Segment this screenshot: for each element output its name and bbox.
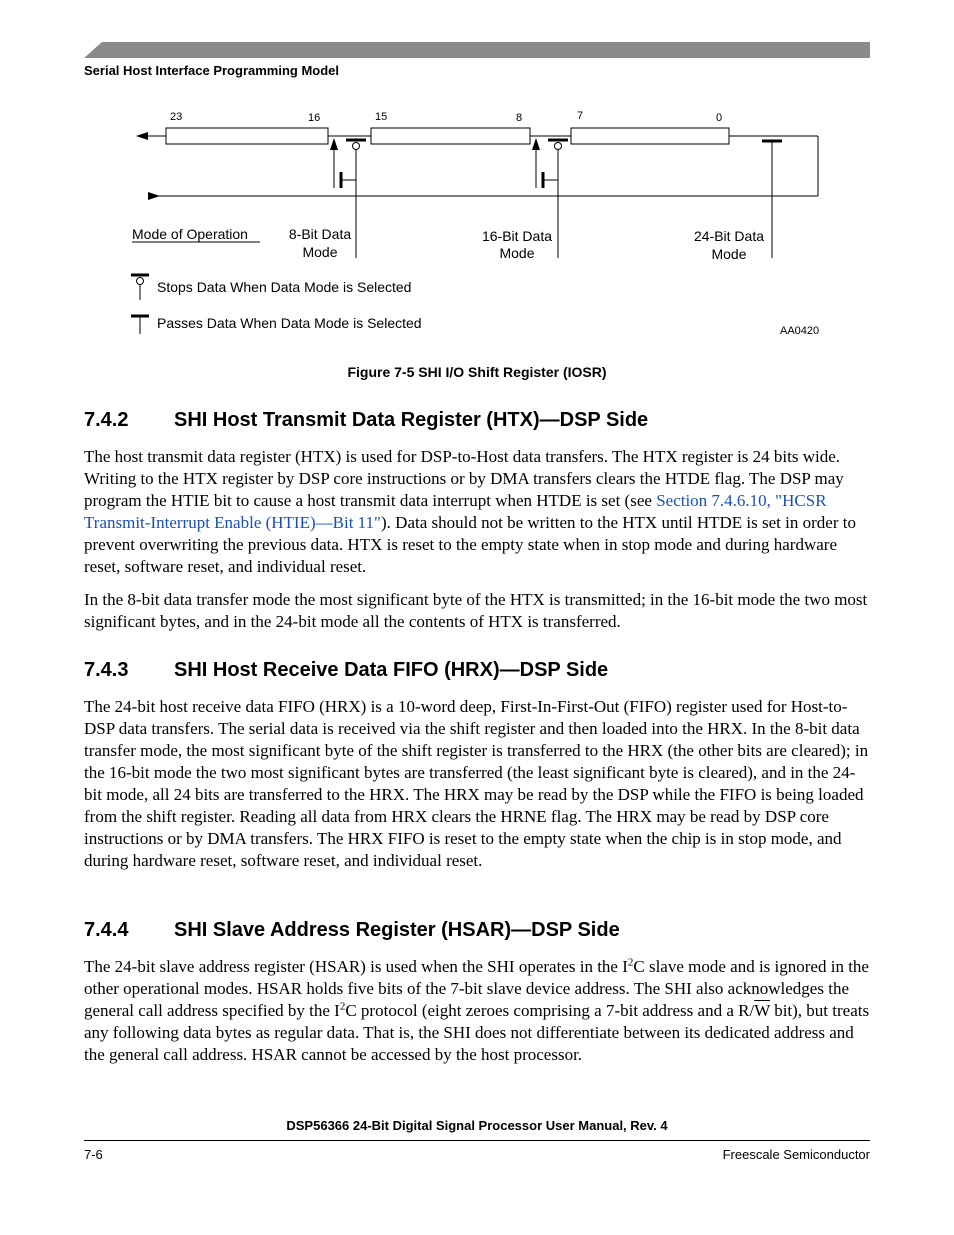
mode-24bit-line2: Mode bbox=[711, 246, 747, 262]
footer-divider bbox=[84, 1140, 870, 1141]
paragraph: The 24-bit slave address register (HSAR) is used when the SHI operates in the $I^2C$ slave mode and is ignored in the other operational modes. HSAR holds five bits of the 7-bit slave device address. The SHI also acknowledges the general call address specified by the $I^2C$ protocol (eight zeroes comprising a 7-bit address and a $R/\overline{W}$ bit), but treats any following data bytes as regular data. That is, the SHI does not differentiate between its dedicated address and the general call address. HSAR cannot be accessed by the host processor. bbox=[84, 956, 870, 1064]
register-byte-high bbox=[166, 128, 328, 144]
section-7-4-4 bbox=[84, 919, 870, 942]
section-heading: 7.4.4 SHI Slave Address Register (HSAR)—DSP Side bbox=[84, 919, 620, 941]
mode-8bit-line2: Mode bbox=[302, 244, 338, 260]
section-7-4-3 bbox=[84, 659, 870, 682]
footer-company: Freescale Semiconductor bbox=[722, 1147, 870, 1162]
section-heading: 7.4.3 SHI Host Receive Data FIFO (HRX)—DSP Side bbox=[84, 659, 609, 681]
register-byte-mid bbox=[371, 128, 530, 144]
mode-8bit-line1: 8-Bit Data bbox=[288, 226, 352, 242]
figure-caption: Figure 7-5 SHI I/O Shift Register (IOSR) bbox=[347, 364, 607, 380]
figure-id: AA0420 bbox=[780, 325, 820, 337]
bit-label-7: 7 bbox=[577, 110, 584, 122]
paragraph: The 24-bit host receive data FIFO (HRX) is a 10-word deep, First-In-First-Out (FIFO) register used for Host-to-DSP data transfers. The serial data is received via the shift register and then loaded into the HRX. In the 8-bit data transfer mode, the most significant byte of the shift register is transferred to the HRX (the other bits are cleared); in the 16-bit mode the two most significant bytes are transferred (the least significant byte is cleared), and in the 24-bit mode, all 24 bits are transferred to the HRX. The HRX may be read by the DSP while the FIFO is being loaded from the shift register. Reading all data from HRX clears the HRNE flag. The HRX may be read by DSP core instructions or by DMA transfers. The HRX FIFO is reset to the empty state when the chip is in stop mode, and during hardware reset, software reset, and individual reset. bbox=[84, 697, 869, 870]
mode-24bit-line1: 24-Bit Data bbox=[693, 228, 765, 244]
mode-16bit-line1: 16-Bit Data bbox=[481, 228, 553, 244]
bit-label-0: 0 bbox=[716, 112, 723, 124]
running-header: Serial Host Interface Programming Model bbox=[84, 63, 340, 78]
bit-label-15: 15 bbox=[375, 111, 388, 123]
cross-reference-link[interactable]: Section 7.4.6.10, "HCSR Transmit-Interrupt Enable (HTIE)—Bit 11" bbox=[84, 491, 827, 532]
paragraph: In the 8-bit data transfer mode the most significant byte of the HTX is transmitted; in the 16-bit mode the two most significant bytes, and in the 24-bit mode all the contents of HTX is transferred. bbox=[84, 590, 868, 631]
bit-label-8: 8 bbox=[516, 112, 523, 124]
section-7-4-2 bbox=[84, 409, 870, 432]
section-heading: 7.4.2 SHI Host Transmit Data Register (HTX)—DSP Side bbox=[84, 409, 649, 431]
section-7-4-4-body bbox=[84, 956, 870, 1066]
bit-label-23: 23 bbox=[170, 111, 183, 123]
section-7-4-2-body bbox=[84, 446, 870, 633]
bit-label-16: 16 bbox=[308, 112, 321, 124]
mode-of-operation-label: Mode of Operation bbox=[132, 226, 248, 242]
footer-manual-title: DSP56366 24-Bit Digital Signal Processor User Manual, Rev. 4 bbox=[286, 1118, 668, 1133]
header-bar bbox=[84, 42, 870, 58]
mode-16bit-line2: Mode bbox=[499, 245, 535, 261]
legend-stops-text: Stops Data When Data Mode is Selected bbox=[157, 279, 412, 295]
legend-passes-text: Passes Data When Data Mode is Selected bbox=[157, 315, 422, 331]
section-7-4-3-body bbox=[84, 696, 870, 872]
page-number: 7-6 bbox=[84, 1147, 103, 1162]
iosr-diagram bbox=[0, 100, 954, 350]
register-byte-low bbox=[571, 128, 729, 144]
paragraph: The host transmit data register (HTX) is used for DSP-to-Host data transfers. The HTX register is 24 bits wide. Writing to the HTX register by DSP core instructions or by DMA transfers clears the HTDE flag. The DSP may program the HTIE bit to cause a host transmit data interrupt when HTDE is set (see Section 7.4.6.10, "HCSR Transmit-Interrupt Enable (HTIE)—Bit 11"). Data should not be written to the HTX until HTDE is set in order to prevent overwriting the previous data. HTX is reset to the empty state when in stop mode and during hardware reset, software reset, and individual reset. bbox=[84, 447, 856, 576]
